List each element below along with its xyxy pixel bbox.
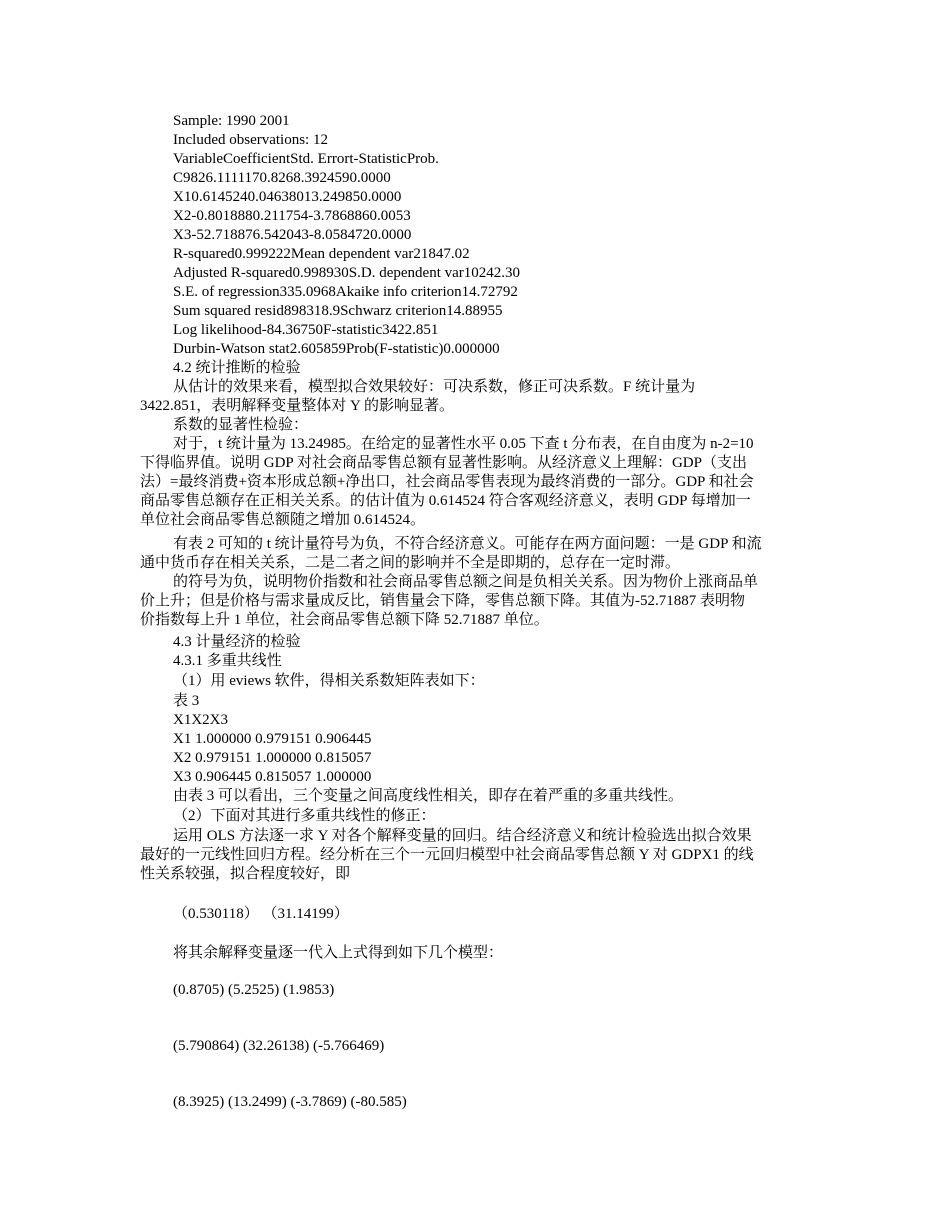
substitute-text: 将其余解释变量逐一代入上式得到如下几个模型： [173, 945, 504, 961]
regression-row: X2-0.8018880.211754-3.7868860.0053 [173, 208, 411, 224]
paragraph-line: 价上升；但是价格与需求量成反比，销售量会下降，零售总额下降。其值为-52.71887 表明物 [140, 593, 745, 609]
subsection-heading-4-3-1: 4.3.1 多重共线性 [173, 653, 282, 669]
step-2-text: （2）下面对其进行多重共线性的修正： [173, 808, 436, 824]
t-values-model-2: (0.8705) (5.2525) (1.9853) [173, 982, 335, 998]
regression-row: X3-52.718876.542043-8.0584720.0000 [173, 227, 412, 243]
regression-stat: Durbin-Watson stat2.605859Prob(F-statistic)0.000000 [173, 341, 500, 357]
regression-row: C9826.1111170.8268.3924590.0000 [173, 170, 391, 186]
section-heading-4-2: 4.2 统计推断的检验 [173, 360, 301, 376]
regression-header: VariableCoefficientStd. Errort-StatisticProb. [173, 151, 439, 167]
paragraph-line: 的符号为负，说明物价指数和社会商品零售总额之间是负相关关系。因为物价上涨商品单 [173, 574, 759, 590]
t-values-model-3: (5.790864) (32.26138) (-5.766469) [173, 1038, 385, 1054]
paragraph-line: 下得临界值。说明 GDP 对社会商品零售总额有显著性影响。从经济意义上理解：GDP（支出 [140, 455, 747, 471]
regression-stat: Sum squared resid898318.9Schwarz criterion14.88955 [173, 303, 503, 319]
paragraph-line: 3422.851，表明解释变量整体对 Y 的影响显著。 [140, 398, 455, 414]
conclusion-text: 由表 3 可以看出，三个变量之间高度线性相关，即存在着严重的多重共线性。 [173, 788, 684, 804]
paragraph-line: 商品零售总额存在正相关关系。的估计值为 0.614524 符合客观经济意义，表明 GDP 每增加一 [140, 493, 751, 509]
sample-line: Sample: 1990 2001 [173, 113, 290, 129]
correlation-table-row: X3 0.906445 0.815057 1.000000 [173, 769, 372, 785]
paragraph-line: 从估计的效果来看，模型拟合效果较好：可决系数，修正可决系数。F 统计量为 [173, 379, 696, 395]
regression-row: X10.6145240.04638013.249850.0000 [173, 189, 402, 205]
correlation-table-row: X2 0.979151 1.000000 0.815057 [173, 750, 372, 766]
paragraph-line: 有表 2 可知的 t 统计量符号为负，不符合经济意义。可能存在两方面问题：一是 GDP 和流 [173, 536, 762, 552]
step-1-text: （1）用 eviews 软件，得相关系数矩阵表如下： [173, 673, 485, 689]
table-title: 表 3 [173, 693, 200, 709]
paragraph-line: 单位社会商品零售总额随之增加 0.614524。 [140, 512, 426, 528]
paragraph-line: 对于，t 统计量为 13.24985。在给定的显著性水平 0.05 下查 t 分布表，在自由度为 n-2=10 [173, 436, 754, 452]
t-values-model-4: (8.3925) (13.2499) (-3.7869) (-80.585) [173, 1094, 407, 1110]
paragraph-line: 通中货币存在相关关系，二是二者之间的影响并不全是即期的，总存在一定时滞。 [140, 555, 681, 571]
regression-stat: S.E. of regression335.0968Akaike info criterion14.72792 [173, 284, 518, 300]
regression-stat: R-squared0.999222Mean dependent var21847.02 [173, 246, 470, 262]
paragraph-line: 运用 OLS 方法逐一求 Y 对各个解释变量的回归。结合经济意义和统计检验选出拟合效果 [173, 828, 752, 844]
paragraph-line: 价指数每上升 1 单位，社会商品零售总额下降 52.71887 单位。 [140, 612, 549, 628]
t-values-model-1: （0.530118） （31.14199） [173, 906, 349, 922]
correlation-table-row: X1 1.000000 0.979151 0.906445 [173, 731, 372, 747]
significance-label: 系数的显著性检验： [173, 417, 309, 433]
paragraph-line: 最好的一元线性回归方程。经分析在三个一元回归模型中社会商品零售总额 Y 对 GDPX1 的线 [140, 847, 754, 863]
correlation-table-header: X1X2X3 [173, 712, 228, 728]
section-heading-4-3: 4.3 计量经济的检验 [173, 634, 301, 650]
paragraph-line: 性关系较强，拟合程度较好，即 [140, 866, 351, 882]
observations-line: Included observations: 12 [173, 132, 328, 148]
regression-stat: Log likelihood-84.36750F-statistic3422.851 [173, 322, 439, 338]
paragraph-line: 法）=最终消费+资本形成总额+净出口，社会商品零售表现为最终消费的一部分。GDP 和社会 [140, 474, 754, 490]
regression-stat: Adjusted R-squared0.998930S.D. dependent var10242.30 [173, 265, 521, 281]
